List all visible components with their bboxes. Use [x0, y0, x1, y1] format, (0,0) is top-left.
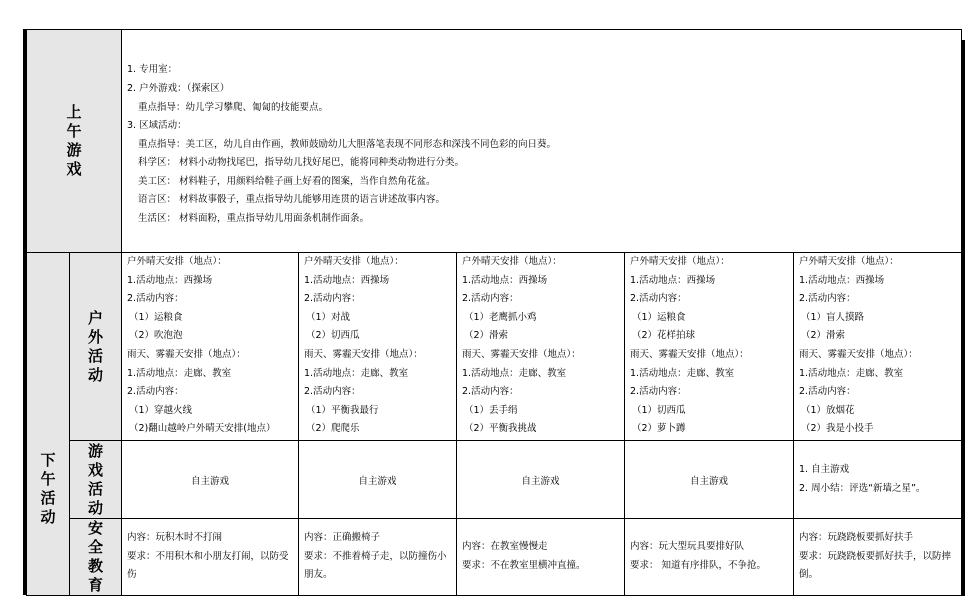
morning-line: 1. 专用室： — [127, 64, 178, 76]
morning-games-label: 上 午 游 戏 — [27, 30, 122, 253]
outdoor-day-3: 户外晴天安排（地点）： 1.活动地点：西操场 2.活动内容： （1）老鹰抓小鸡 （2）滑索 雨天、雾霾天安排（地点）： 1.活动地点：走廊、教室 2.活动内容： （1）丢手绢 （2）平衡我挑战 — [457, 253, 625, 441]
game-day-4: 自主游戏 — [625, 441, 794, 519]
game-day-5: 1. 自主游戏 2. 周小结：评选“新墙之星”。 — [794, 441, 962, 519]
game-activities-row — [27, 441, 962, 519]
outdoor-day-4: 户外晴天安排（地点）： 1.活动地点：西操场 2.活动内容： （1）运粮食 （2）花样拍球 雨天、雾霾天安排（地点）： 1.活动地点：走廊、教室 2.活动内容： （1）切西瓜 （2）萝卜蹲 — [625, 253, 794, 441]
safety-day-2: 内容：正确搬椅子 要求：不推着椅子走，以防撞伤小朋友。 — [299, 519, 457, 596]
weekly-plan-table — [26, 29, 962, 596]
morning-line: 语言区： 材料故事骰子，重点指导幼儿能够用连贯的语言讲述故事内容。 — [138, 194, 446, 206]
game-day-2: 自主游戏 — [299, 441, 457, 519]
morning-line: 3. 区域活动： — [127, 120, 187, 132]
afternoon-activities-label: 下 午 活 动 — [27, 253, 70, 596]
morning-games-content — [122, 30, 962, 253]
safety-education-row — [27, 519, 962, 596]
outdoor-activities-label: 户 外 活 动 — [70, 253, 122, 441]
morning-line: 2. 户外游戏：（探索区） — [127, 82, 230, 94]
safety-day-4: 内容：玩大型玩具要排好队 要求： 知道有序排队，不争抢。 — [625, 519, 794, 596]
outdoor-activities-row — [27, 253, 962, 441]
safety-education-label: 安 全 教 育 — [70, 519, 122, 596]
morning-line: 生活区： 材料面粉，重点指导幼儿用面条机制作面条。 — [138, 213, 370, 225]
morning-line: 重点指导：美工区，幼儿自由作画，教师鼓励幼儿大胆落笔表现不同形态和深浅不同色彩的向日葵。 — [138, 138, 557, 150]
outdoor-day-1: 户外晴天安排（地点）： 1.活动地点：西操场 2.活动内容： （1）运粮食 （2）吹泡泡 雨天、雾霾天安排（地点）： 1.活动地点：走廊、教室 2.活动内容： （1）穿越火线 （2)翻山越岭户外晴天安排(地点） — [122, 253, 299, 441]
game-activities-label: 游 戏 活 动 — [70, 441, 122, 519]
morning-line: 重点指导：幼儿学习攀爬、匍匐的技能要点。 — [138, 101, 329, 113]
morning-line: 美工区： 材料鞋子，用颜料给鞋子画上好看的图案，当作自然角花盆。 — [138, 175, 436, 187]
safety-day-5: 内容：玩跷跷板要抓好扶手 要求：玩跷跷板要抓好扶手，以防摔倒。 — [794, 519, 962, 596]
game-day-1: 自主游戏 — [122, 441, 299, 519]
morning-line: 科学区： 材料小动物找尾巴，指导幼儿找好尾巴，能将同种类动物进行分类。 — [138, 157, 465, 169]
outdoor-day-2: 户外晴天安排（地点）： 1.活动地点：西操场 2.活动内容： （1）对战 （2）切西瓜 雨天、雾霾天安排（地点）： 1.活动地点：走廊、教室 2.活动内容： （1）平衡我最行 （2）爬爬乐 — [299, 253, 457, 441]
game-day-3: 自主游戏 — [457, 441, 625, 519]
safety-day-3: 内容：在教室慢慢走 要求：不在教室里横冲直撞。 — [457, 519, 625, 596]
morning-games-row — [27, 30, 962, 253]
outdoor-day-5: 户外晴天安排（地点）： 1.活动地点：西操场 2.活动内容： （1）盲人摸路 （2）滑索 雨天、雾霾天安排（地点）： 1.活动地点：走廊、教室 2.活动内容： （1）放烟花 （2）我是小投手 — [794, 253, 962, 441]
safety-day-1: 内容：玩积木时不打闹 要求：不用积木和小朋友打闹，以防受伤 — [122, 519, 299, 596]
